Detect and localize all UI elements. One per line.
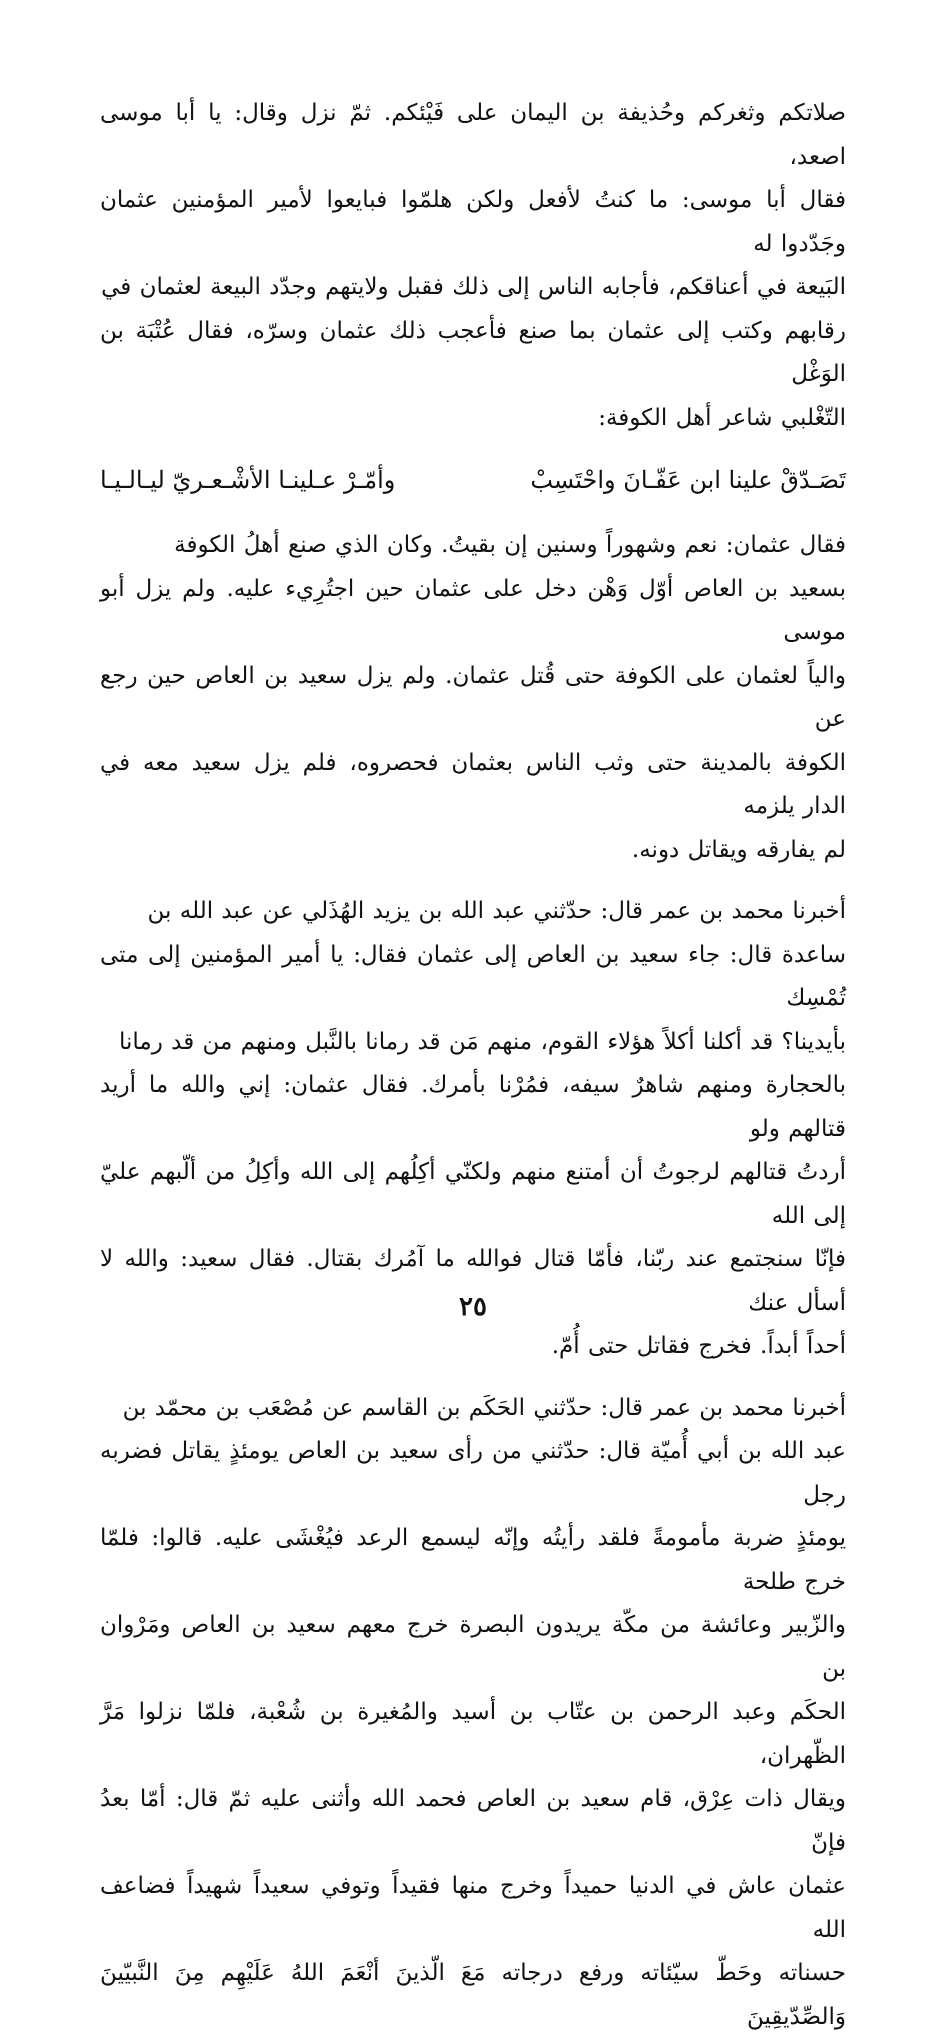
page-content [100,92,846,1352]
text-line: بسعيد بن العاص أوّل وَهْن دخل على عثمان حين اجتُرِيء عليه. ولم يزل أبو موسى [100,568,846,655]
text-line: عثمان عاش في الدنيا حميداً وخرج منها فقيداً وتوفي سعيداً شهيداً فضاعف الله [100,1865,846,1952]
text-line: أخبرنا محمد بن عمر قال: حدّثني عبد الله بن يزيد الهُذَلي عن عبد الله بن [100,890,846,934]
text-line: عبد الله بن أبي أُميّة قال: حدّثني من رأى سعيد بن العاص يومئذٍ يقاتل فضربه رجل [100,1430,846,1517]
poem-right-hemistich: تَصَـدّقْ علينا ابن عَفّـانَ واحْتَسِبْ [530,458,846,502]
paragraph-1 [100,92,846,440]
page-number: ٢٥ [0,1292,946,1322]
text-line: التّغْلبي شاعر أهل الكوفة: [100,397,846,441]
poem-verse [100,458,846,502]
text-line: لم يفارقه ويقاتل دونه. [100,829,846,873]
text-line: رقابهم وكتب إلى عثمان بما صنع فأعجب ذلك عثمان وسرّه، فقال عُتْبَة بن الوَغْل [100,310,846,397]
text-line: البَيعة في أعناقكم، فأجابه الناس إلى ذلك فقبل ولايتهم وجدّد البيعة لعثمان في [100,266,846,310]
text-line: ويقال ذات عِرْق، قام سعيد بن العاص فحمد الله وأثنى عليه ثمّ قال: أمّا بعدُ فإنّ [100,1778,846,1865]
text-line: الكوفة بالمدينة حتى وثب الناس بعثمان فحصروه، فلم يزل سعيد معه في الدار يلزمه [100,742,846,829]
paragraph-2 [100,524,846,872]
text-line: أردتُ قتالهم لرجوتُ أن أمتنع منهم ولكنّي أكِلُهم إلى الله وأكِلُ من ألّبهم عليّ إلى الله [100,1151,846,1238]
text-line: والياً لعثمان على الكوفة حتى قُتل عثمان. ولم يزل سعيد بن العاص حين رجع عن [100,655,846,742]
text-line: والزّبير وعائشة من مكّة يريدون البصرة خرج معهم سعيد بن العاص ومَرْوان بن [100,1604,846,1691]
paragraph-4 [100,1387,846,2039]
text-line: بأيدينا؟ قد أكلنا أكلاً هؤلاء القوم، منهم مَن قد رمانا بالنَّبل ومنهم من قد رمانا [100,1021,846,1065]
text-line: صلاتكم وثغركم وحُذيفة بن اليمان على فَيْئكم. ثمّ نزل وقال: يا أبا موسى اصعد، [100,92,846,179]
text-line: فقال أبا موسى: ما كنتُ لأفعل ولكن هلمّوا فبايعوا لأمير المؤمنين عثمان وجَدّدوا له [100,179,846,266]
poem-left-hemistich: وأمّـرْ عـلينـا الأشْـعـريّ ليـالـيـا [100,458,395,502]
text-line: فقال عثمان: نعم وشهوراً وسنين إن بقيتُ. وكان الذي صنع أهلُ الكوفة [100,524,846,568]
text-line: فإنّا سنجتمع عند ربّنا، فأمّا قتال فوالله ما آمُرك بقتال. فقال سعيد: والله لا أسأل عنك [100,1238,846,1325]
text-line: أحداً أبداً. فخرج فقاتل حتى أُمّ. [100,1325,846,1369]
text-line: الحكَم وعبد الرحمن بن عتّاب بن أسيد والمُغيرة بن شُعْبة، فلمّا نزلوا مَرَّ الظّهران، [100,1691,846,1778]
text-line: حسناته وحَطّ سيّئاته ورفع درجاته مَعَ الّذينَ أنْعَمَ اللهُ عَلَيْهِم مِنَ النَّبيّينَ وَالصِّدّيقِينَ [100,1952,846,2039]
text-line: أخبرنا محمد بن عمر قال: حدّثني الحَكَم بن القاسم عن مُصْعَب بن محمّد بن [100,1387,846,1431]
text-line: ساعدة قال: جاء سعيد بن العاص إلى عثمان فقال: يا أمير المؤمنين إلى متى تُمْسِك [100,934,846,1021]
text-line: يومئذٍ ضربة مأمومةً فلقد رأيتُه وإنّه ليسمع الرعد فيُغْشَى عليه. قالوا: فلمّا خرج طلحة [100,1517,846,1604]
text-line: بالحجارة ومنهم شاهرٌ سيفه، فمُرْنا بأمرك. فقال عثمان: إني والله ما أريد قتالهم ولو [100,1064,846,1151]
